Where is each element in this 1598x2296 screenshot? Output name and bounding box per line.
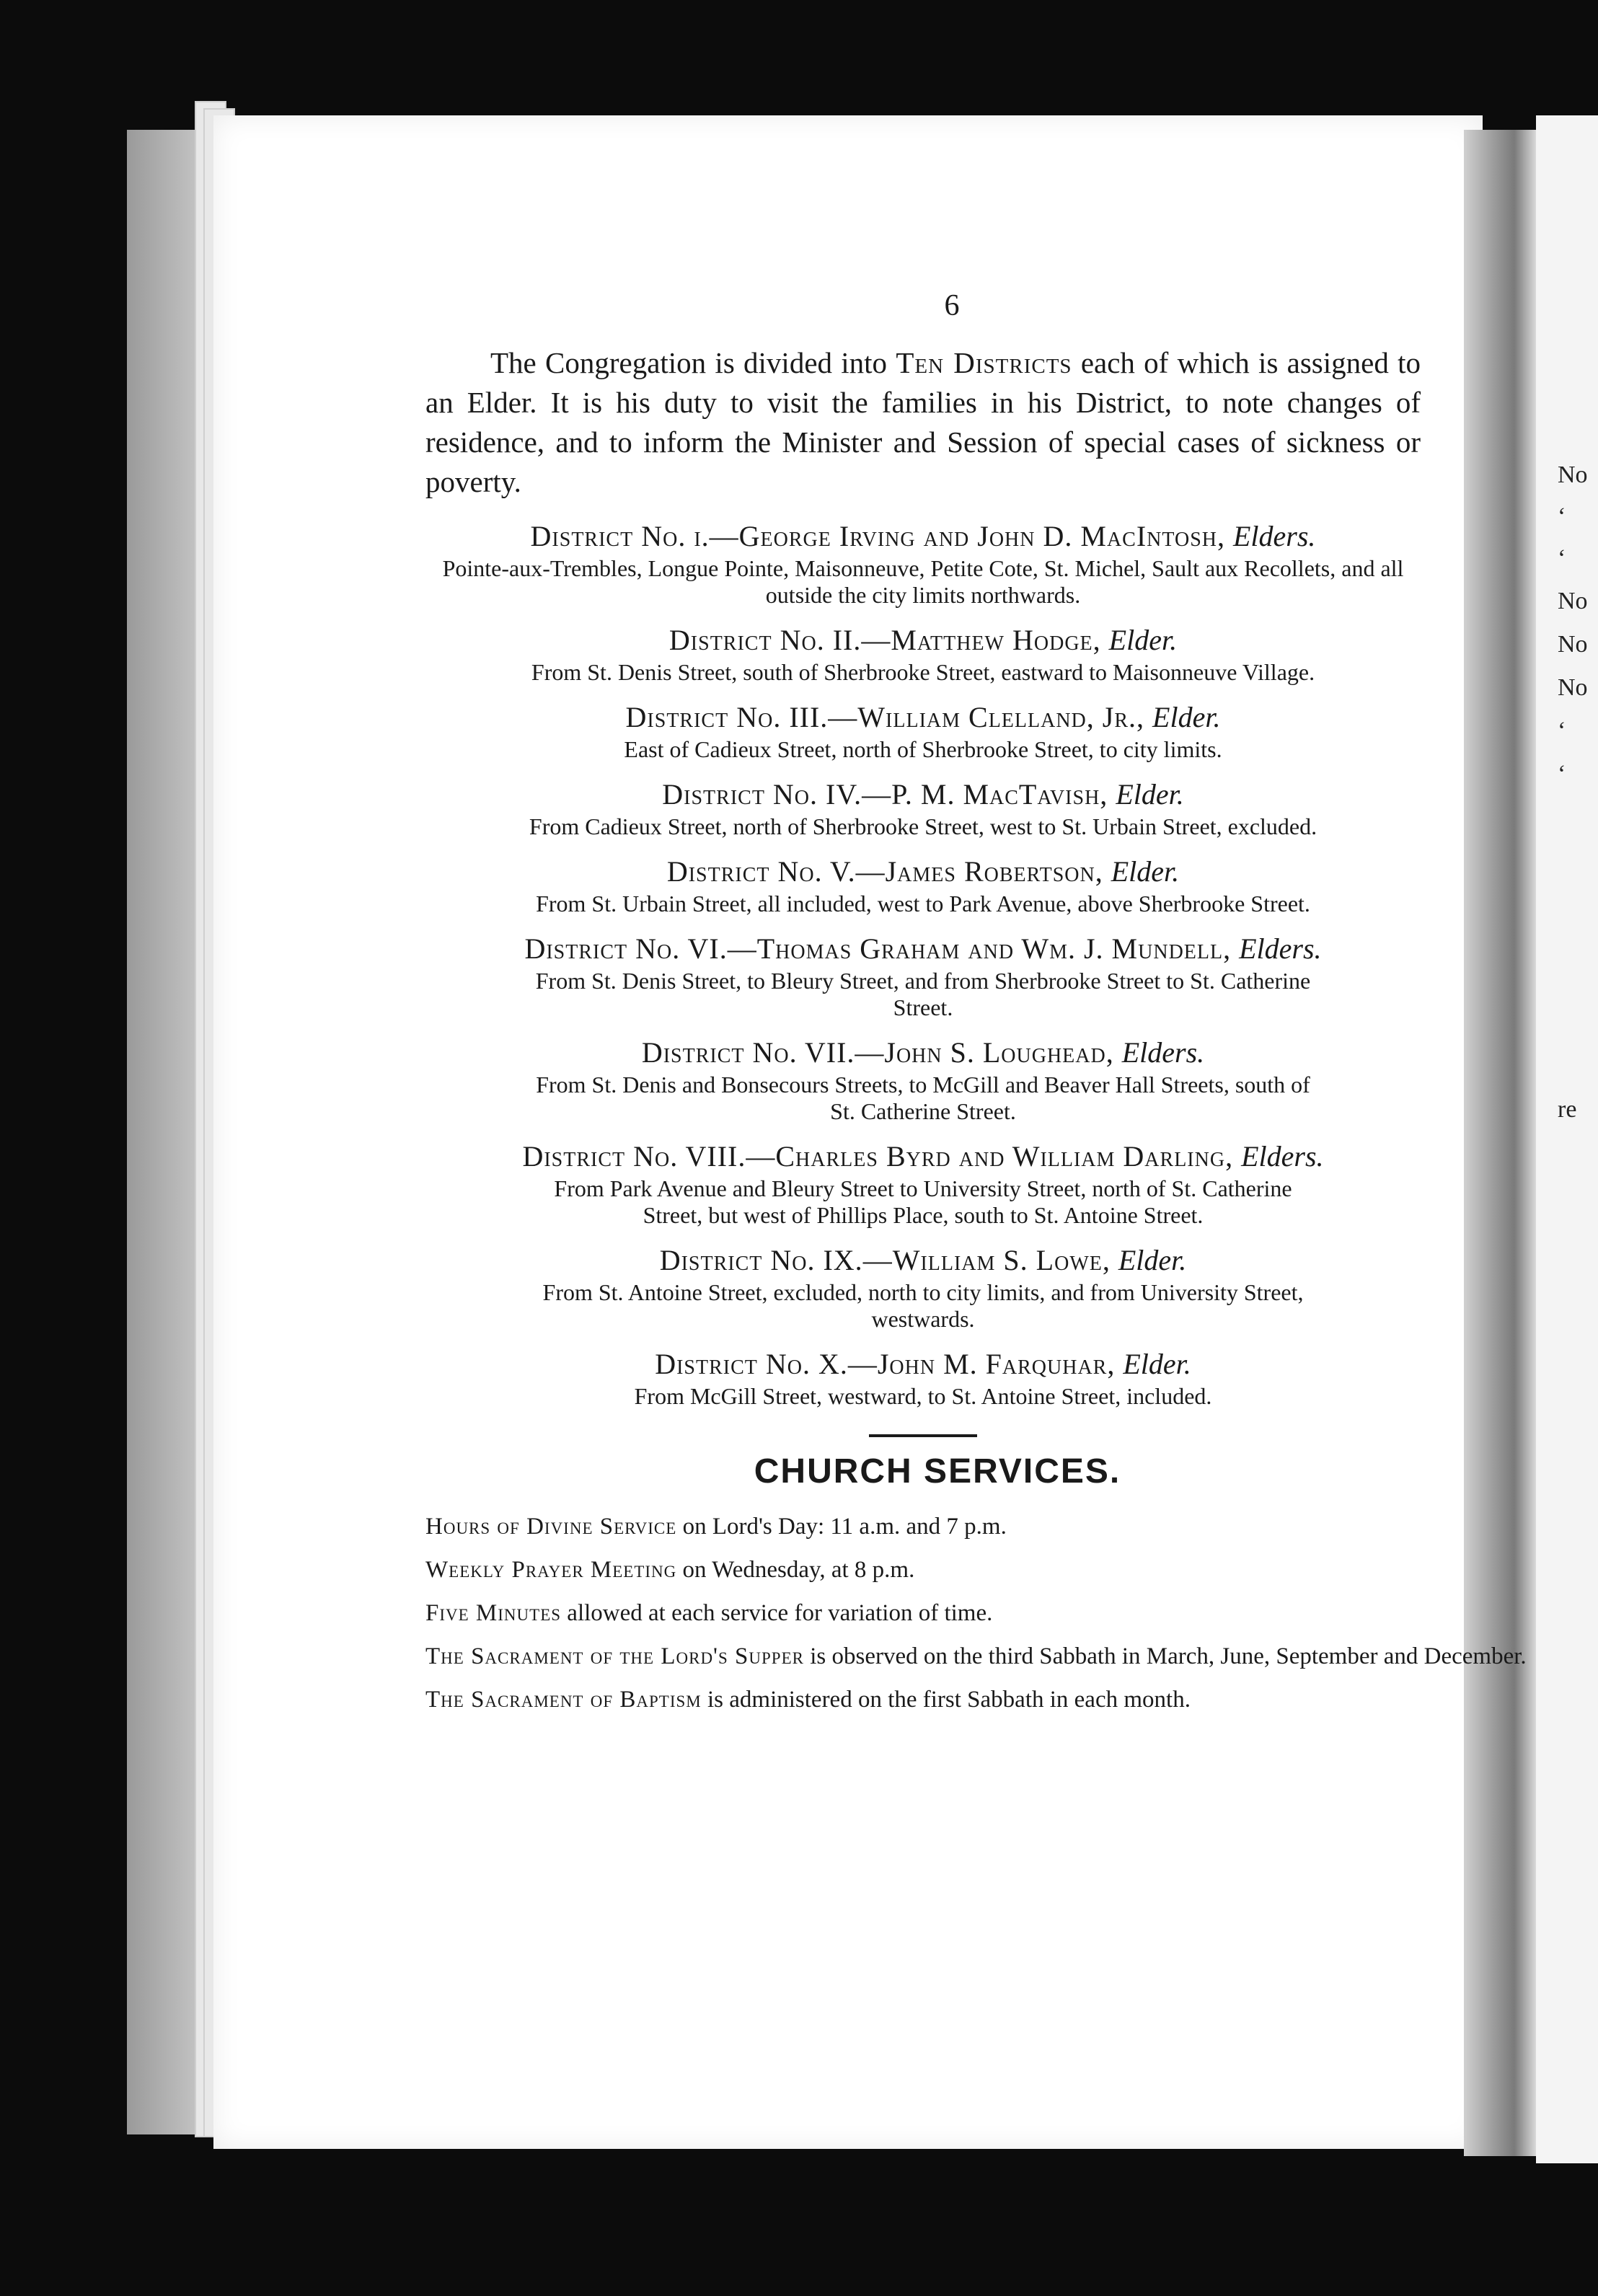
- district-heading: [425, 622, 1421, 659]
- district-description: From St. Denis Street, to Bleury Street, and from Sherbrooke Street to St. Catherine Street.: [535, 968, 1311, 1020]
- district-description: East of Cadieux Street, north of Sherbrooke Street, to city limits.: [624, 736, 1222, 762]
- district-description: From St. Antoine Street, excluded, north to city limits, and from University Street, westwards.: [542, 1279, 1304, 1332]
- district-role: Elders.: [1233, 520, 1316, 552]
- service-item: [425, 1597, 1565, 1630]
- district-role: Elder.: [1152, 701, 1221, 733]
- district-9: [425, 1242, 1421, 1333]
- facing-page-fragment: No: [1558, 462, 1588, 488]
- district-role: Elders.: [1121, 1036, 1205, 1069]
- district-role: Elder.: [1123, 1348, 1191, 1380]
- service-detail: is observed on the third Sabbath in March, June, September and December.: [803, 1643, 1527, 1669]
- district-1: [425, 518, 1421, 609]
- district-heading: [425, 1346, 1421, 1383]
- district-6: [425, 930, 1421, 1021]
- district-7: [425, 1034, 1421, 1125]
- district-description: From St. Denis and Bonsecours Streets, to McGill and Beaver Hall Streets, south of St. Catherine Street.: [536, 1072, 1310, 1124]
- district-heading: [425, 1034, 1421, 1072]
- service-term: The Sacrament of Baptism: [425, 1687, 702, 1713]
- service-item: [425, 1683, 1565, 1716]
- district-elders: —Charles Byrd and William Darling,: [746, 1140, 1242, 1173]
- district-elders: —Matthew Hodge,: [861, 624, 1109, 656]
- service-detail: is administered on the first Sabbath in each month.: [701, 1687, 1191, 1713]
- facing-page-fragment: No: [1558, 674, 1588, 701]
- district-4: [425, 776, 1421, 840]
- service-detail: on Lord's Day: 11 a.m. and 7 p.m.: [676, 1514, 1007, 1540]
- facing-page-fragment: ‘: [1558, 503, 1566, 530]
- facing-page-fragment: re: [1558, 1096, 1577, 1123]
- district-role: Elder.: [1118, 1244, 1187, 1276]
- intro-text-start: The Congregation is divided into: [490, 346, 896, 379]
- district-label: District No. IX.: [659, 1244, 863, 1276]
- district-2: [425, 622, 1421, 686]
- district-heading: [425, 518, 1421, 555]
- district-heading: [425, 1242, 1421, 1279]
- district-8: [425, 1138, 1421, 1229]
- service-term: Weekly Prayer Meeting: [425, 1557, 677, 1583]
- district-description: From Park Avenue and Bleury Street to University Street, north of St. Catherine Street, but west of Phillips Place, south to St. Antoine Street.: [554, 1175, 1292, 1228]
- district-role: Elder.: [1116, 778, 1184, 811]
- facing-page: [1536, 115, 1598, 2163]
- facing-page-fragment: ‘: [1558, 761, 1566, 787]
- district-heading: [425, 699, 1421, 736]
- district-label: District No. VI.: [524, 932, 728, 965]
- district-heading: [425, 776, 1421, 813]
- district-elders: —John S. Loughead,: [855, 1036, 1122, 1069]
- district-heading: [425, 853, 1421, 891]
- facing-page-fragment: ‘: [1558, 718, 1566, 744]
- district-label: District No. VII.: [641, 1036, 855, 1069]
- district-role: Elder.: [1108, 624, 1178, 656]
- district-elders: —James Robertson,: [855, 855, 1111, 888]
- page-number: 6: [944, 289, 960, 322]
- service-term: The Sacrament of the Lord's Supper: [425, 1643, 804, 1669]
- service-item: [425, 1510, 1565, 1543]
- district-label: District No. X.: [655, 1348, 848, 1380]
- service-detail: allowed at each service for variation of time.: [561, 1600, 993, 1626]
- district-elders: —George Irving and John D. MacIntosh,: [709, 520, 1233, 552]
- page-content: [425, 288, 1527, 1726]
- service-detail: on Wednesday, at 8 p.m.: [676, 1557, 915, 1583]
- district-description: From St. Urbain Street, all included, west to Park Avenue, above Sherbrooke Street.: [536, 891, 1310, 917]
- district-elders: —P. M. MacTavish,: [862, 778, 1116, 811]
- district-role: Elders.: [1239, 932, 1322, 965]
- facing-page-fragment: No: [1558, 588, 1588, 614]
- district-elders: —William Clelland, Jr.,: [828, 701, 1153, 733]
- intro-emphasis: Ten Districts: [896, 346, 1072, 379]
- district-description: Pointe-aux-Trembles, Longue Pointe, Maisonneuve, Petite Cote, St. Michel, Sault aux Recollets, and all outside the city limits northwards.: [442, 555, 1404, 608]
- district-elders: —John M. Farquhar,: [847, 1348, 1124, 1380]
- district-label: District No. V.: [666, 855, 856, 888]
- services-heading: CHURCH SERVICES.: [754, 1452, 1121, 1491]
- district-3: [425, 699, 1421, 763]
- district-label: District No. II.: [668, 624, 862, 656]
- district-heading: [425, 930, 1421, 968]
- district-elders: —Thomas Graham and Wm. J. Mundell,: [727, 932, 1240, 965]
- service-term: Five Minutes: [425, 1600, 562, 1626]
- district-10: [425, 1346, 1421, 1410]
- district-description: From St. Denis Street, south of Sherbrooke Street, eastward to Maisonneuve Village.: [531, 659, 1315, 685]
- district-heading: [425, 1138, 1421, 1175]
- intro-text-end: each of which is assigned to an Elder. It is his duty to visit the families in his District, to note changes of residence, and to inform the Minister and Session of special cases of sickness or poverty.: [425, 346, 1421, 498]
- district-5: [425, 853, 1421, 917]
- district-label: District No. i.: [530, 520, 710, 552]
- district-description: From Cadieux Street, north of Sherbrooke Street, west to St. Urbain Street, excluded.: [529, 813, 1317, 839]
- district-label: District No. IV.: [662, 778, 862, 811]
- district-label: District No. III.: [625, 701, 829, 733]
- service-term: Hours of Divine Service: [425, 1514, 677, 1540]
- service-item: [425, 1553, 1565, 1586]
- district-description: From McGill Street, westward, to St. Antoine Street, included.: [634, 1383, 1212, 1409]
- district-label: District No. VIII.: [522, 1140, 746, 1173]
- district-role: Elders.: [1241, 1140, 1324, 1173]
- district-elders: —William S. Lowe,: [862, 1244, 1118, 1276]
- book-gutter: [1464, 130, 1536, 2156]
- intro-paragraph: [425, 343, 1421, 502]
- service-item: [425, 1640, 1565, 1673]
- district-role: Elder.: [1111, 855, 1180, 888]
- facing-page-fragment: ‘: [1558, 545, 1566, 572]
- section-divider: [869, 1434, 977, 1437]
- facing-page-fragment: No: [1558, 631, 1588, 658]
